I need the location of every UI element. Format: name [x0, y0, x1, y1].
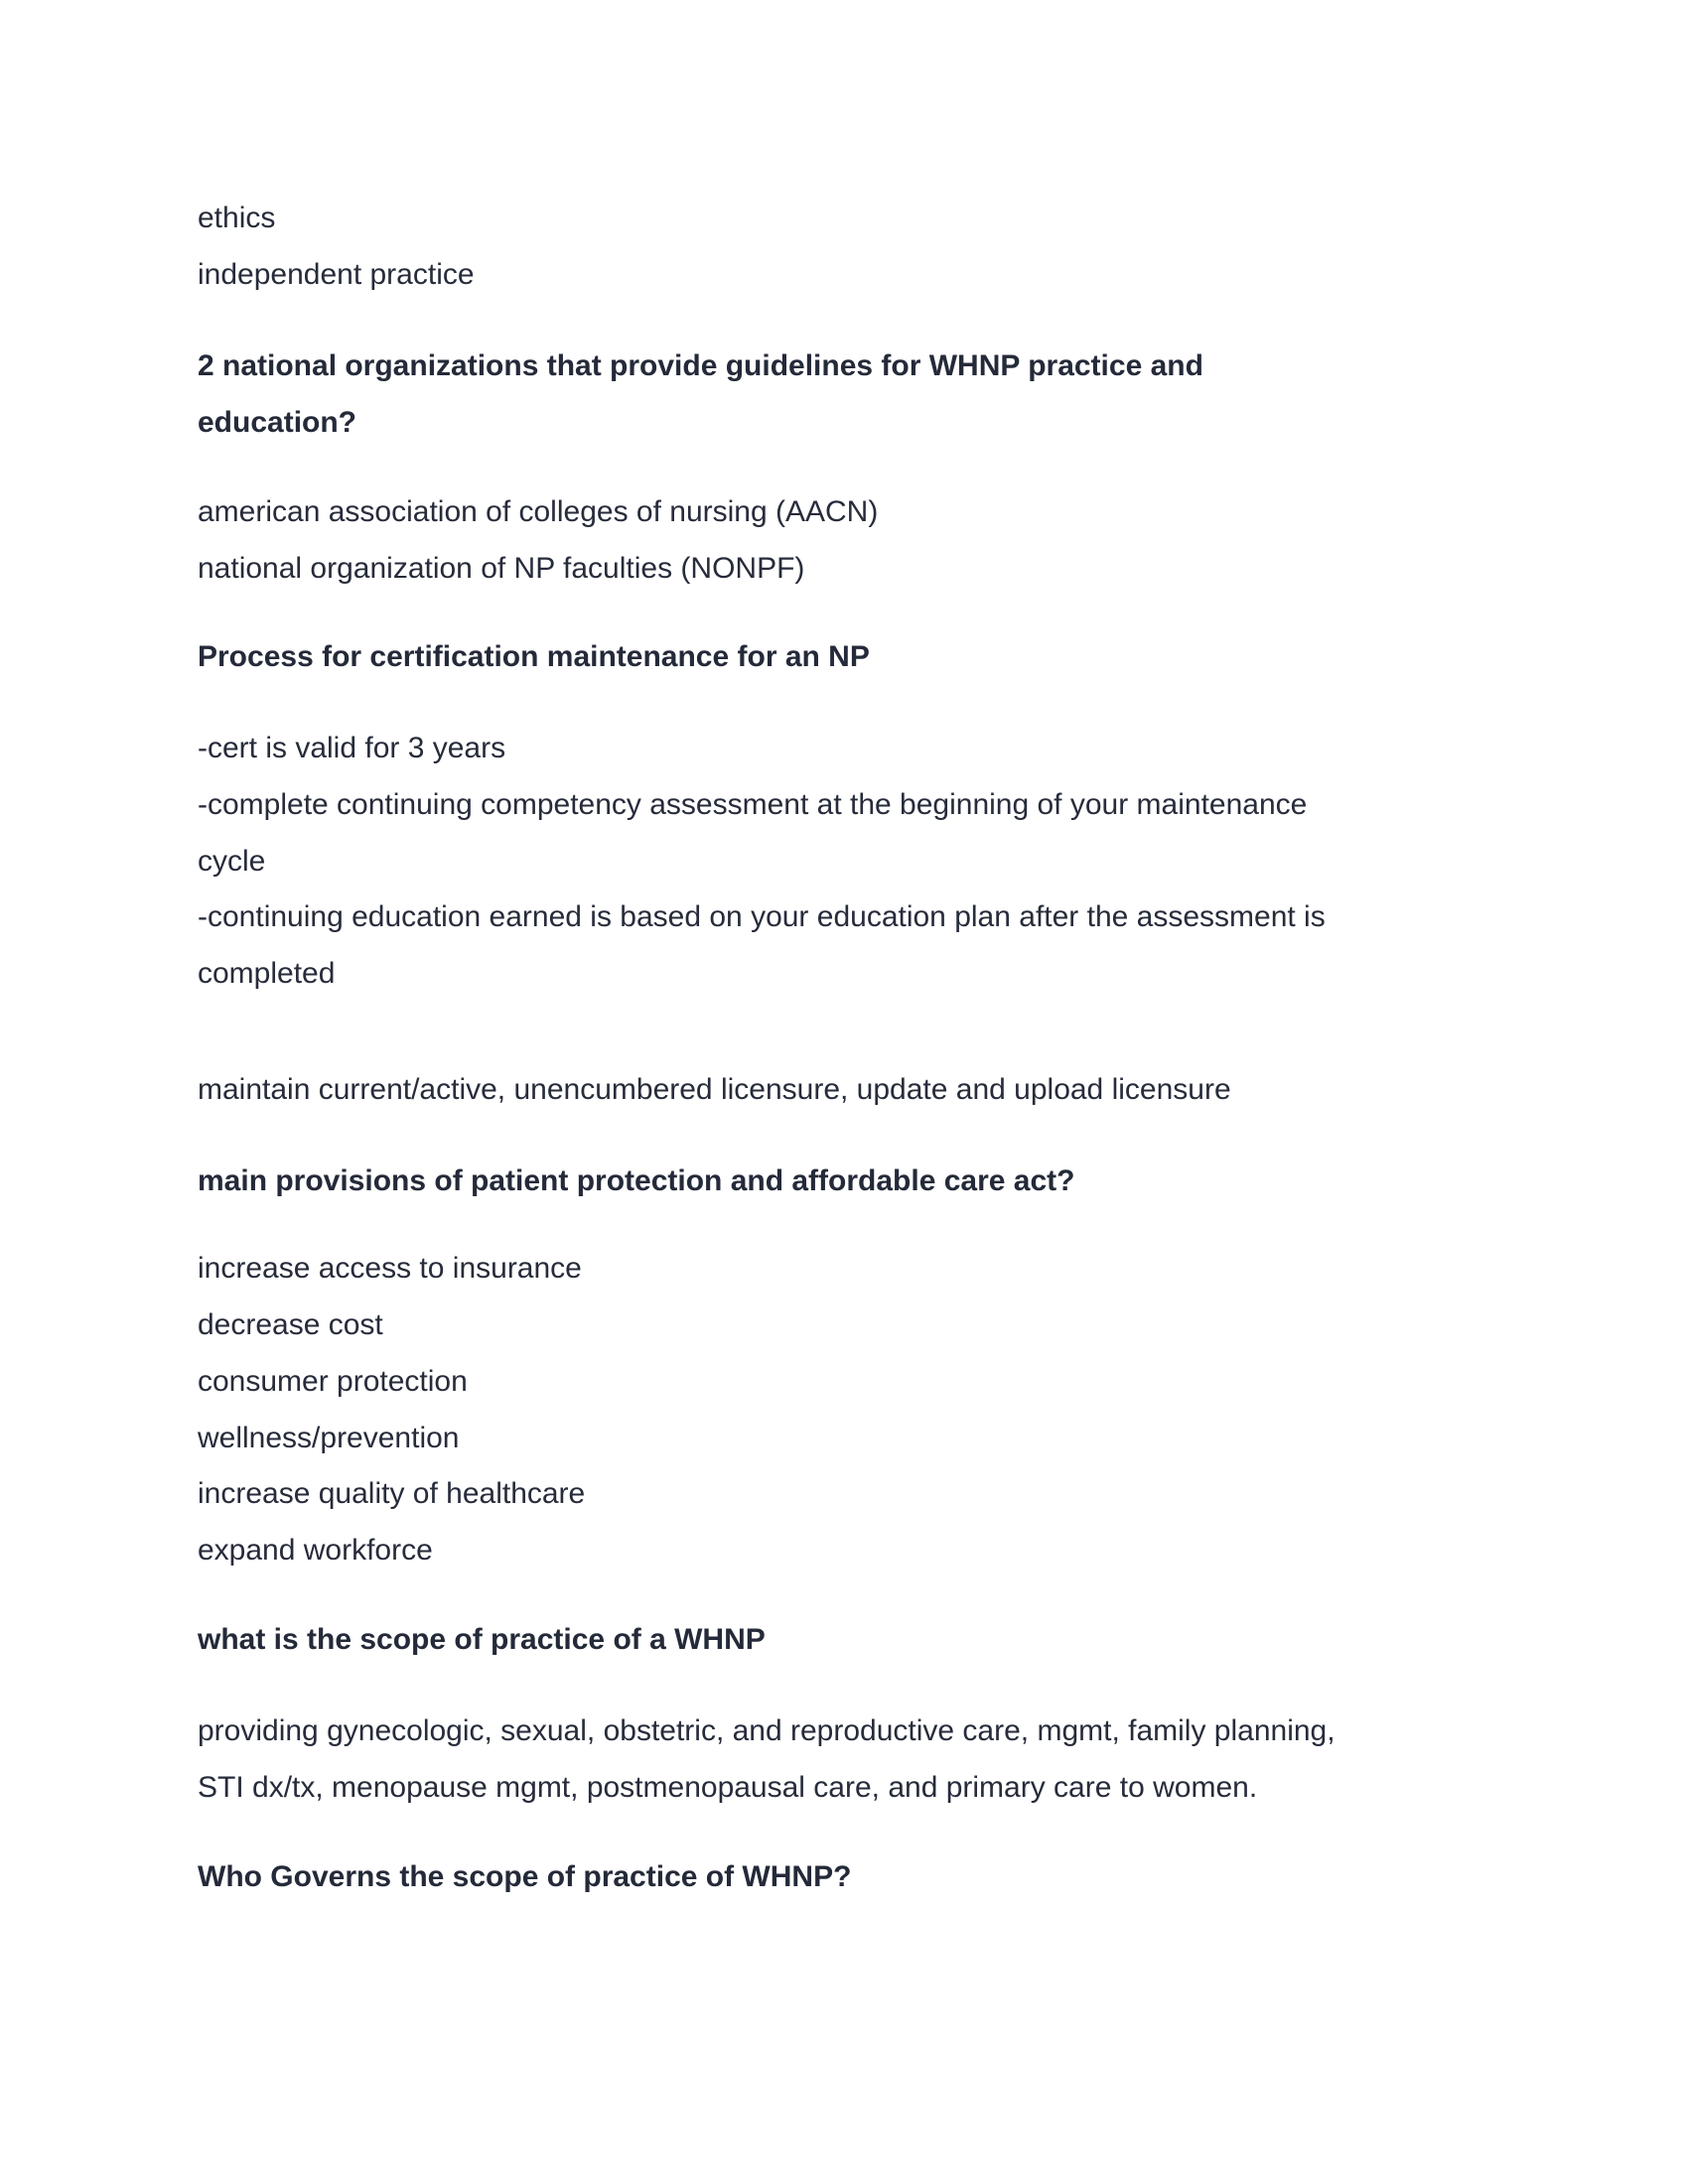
question-heading: education? — [198, 406, 357, 439]
answer-line: STI dx/tx, menopause mgmt, postmenopausal care, and primary care to women. — [198, 1771, 1258, 1804]
question-heading: 2 national organizations that provide guidelines for WHNP practice and — [198, 349, 1203, 382]
answer-line: -cert is valid for 3 years — [198, 732, 506, 764]
answer-line: -complete continuing competency assessment at the beginning of your maintenance — [198, 788, 1308, 821]
answer-line: decrease cost — [198, 1308, 383, 1341]
answer-line: -continuing education earned is based on your education plan after the assessment is — [198, 900, 1326, 933]
answer-line: american association of colleges of nursing (AACN) — [198, 495, 879, 528]
answer-line: expand workforce — [198, 1534, 433, 1567]
answer-line: providing gynecologic, sexual, obstetric, and reproductive care, mgmt, family planning, — [198, 1714, 1336, 1747]
answer-line: cycle — [198, 845, 266, 878]
question-heading: main provisions of patient protection and affordable care act? — [198, 1164, 1075, 1197]
question-heading: Who Governs the scope of practice of WHNP? — [198, 1860, 852, 1893]
answer-line: completed — [198, 957, 336, 990]
answer-line: maintain current/active, unencumbered licensure, update and upload licensure — [198, 1073, 1231, 1106]
question-heading: Process for certification maintenance for an NP — [198, 640, 870, 673]
answer-line: independent practice — [198, 258, 475, 291]
answer-line: national organization of NP faculties (NONPF) — [198, 552, 805, 585]
answer-line: consumer protection — [198, 1365, 468, 1398]
question-heading: what is the scope of practice of a WHNP — [198, 1623, 766, 1656]
answer-line: increase access to insurance — [198, 1252, 582, 1285]
answer-line: ethics — [198, 202, 276, 234]
answer-line: increase quality of healthcare — [198, 1477, 586, 1510]
answer-line: wellness/prevention — [198, 1422, 460, 1454]
